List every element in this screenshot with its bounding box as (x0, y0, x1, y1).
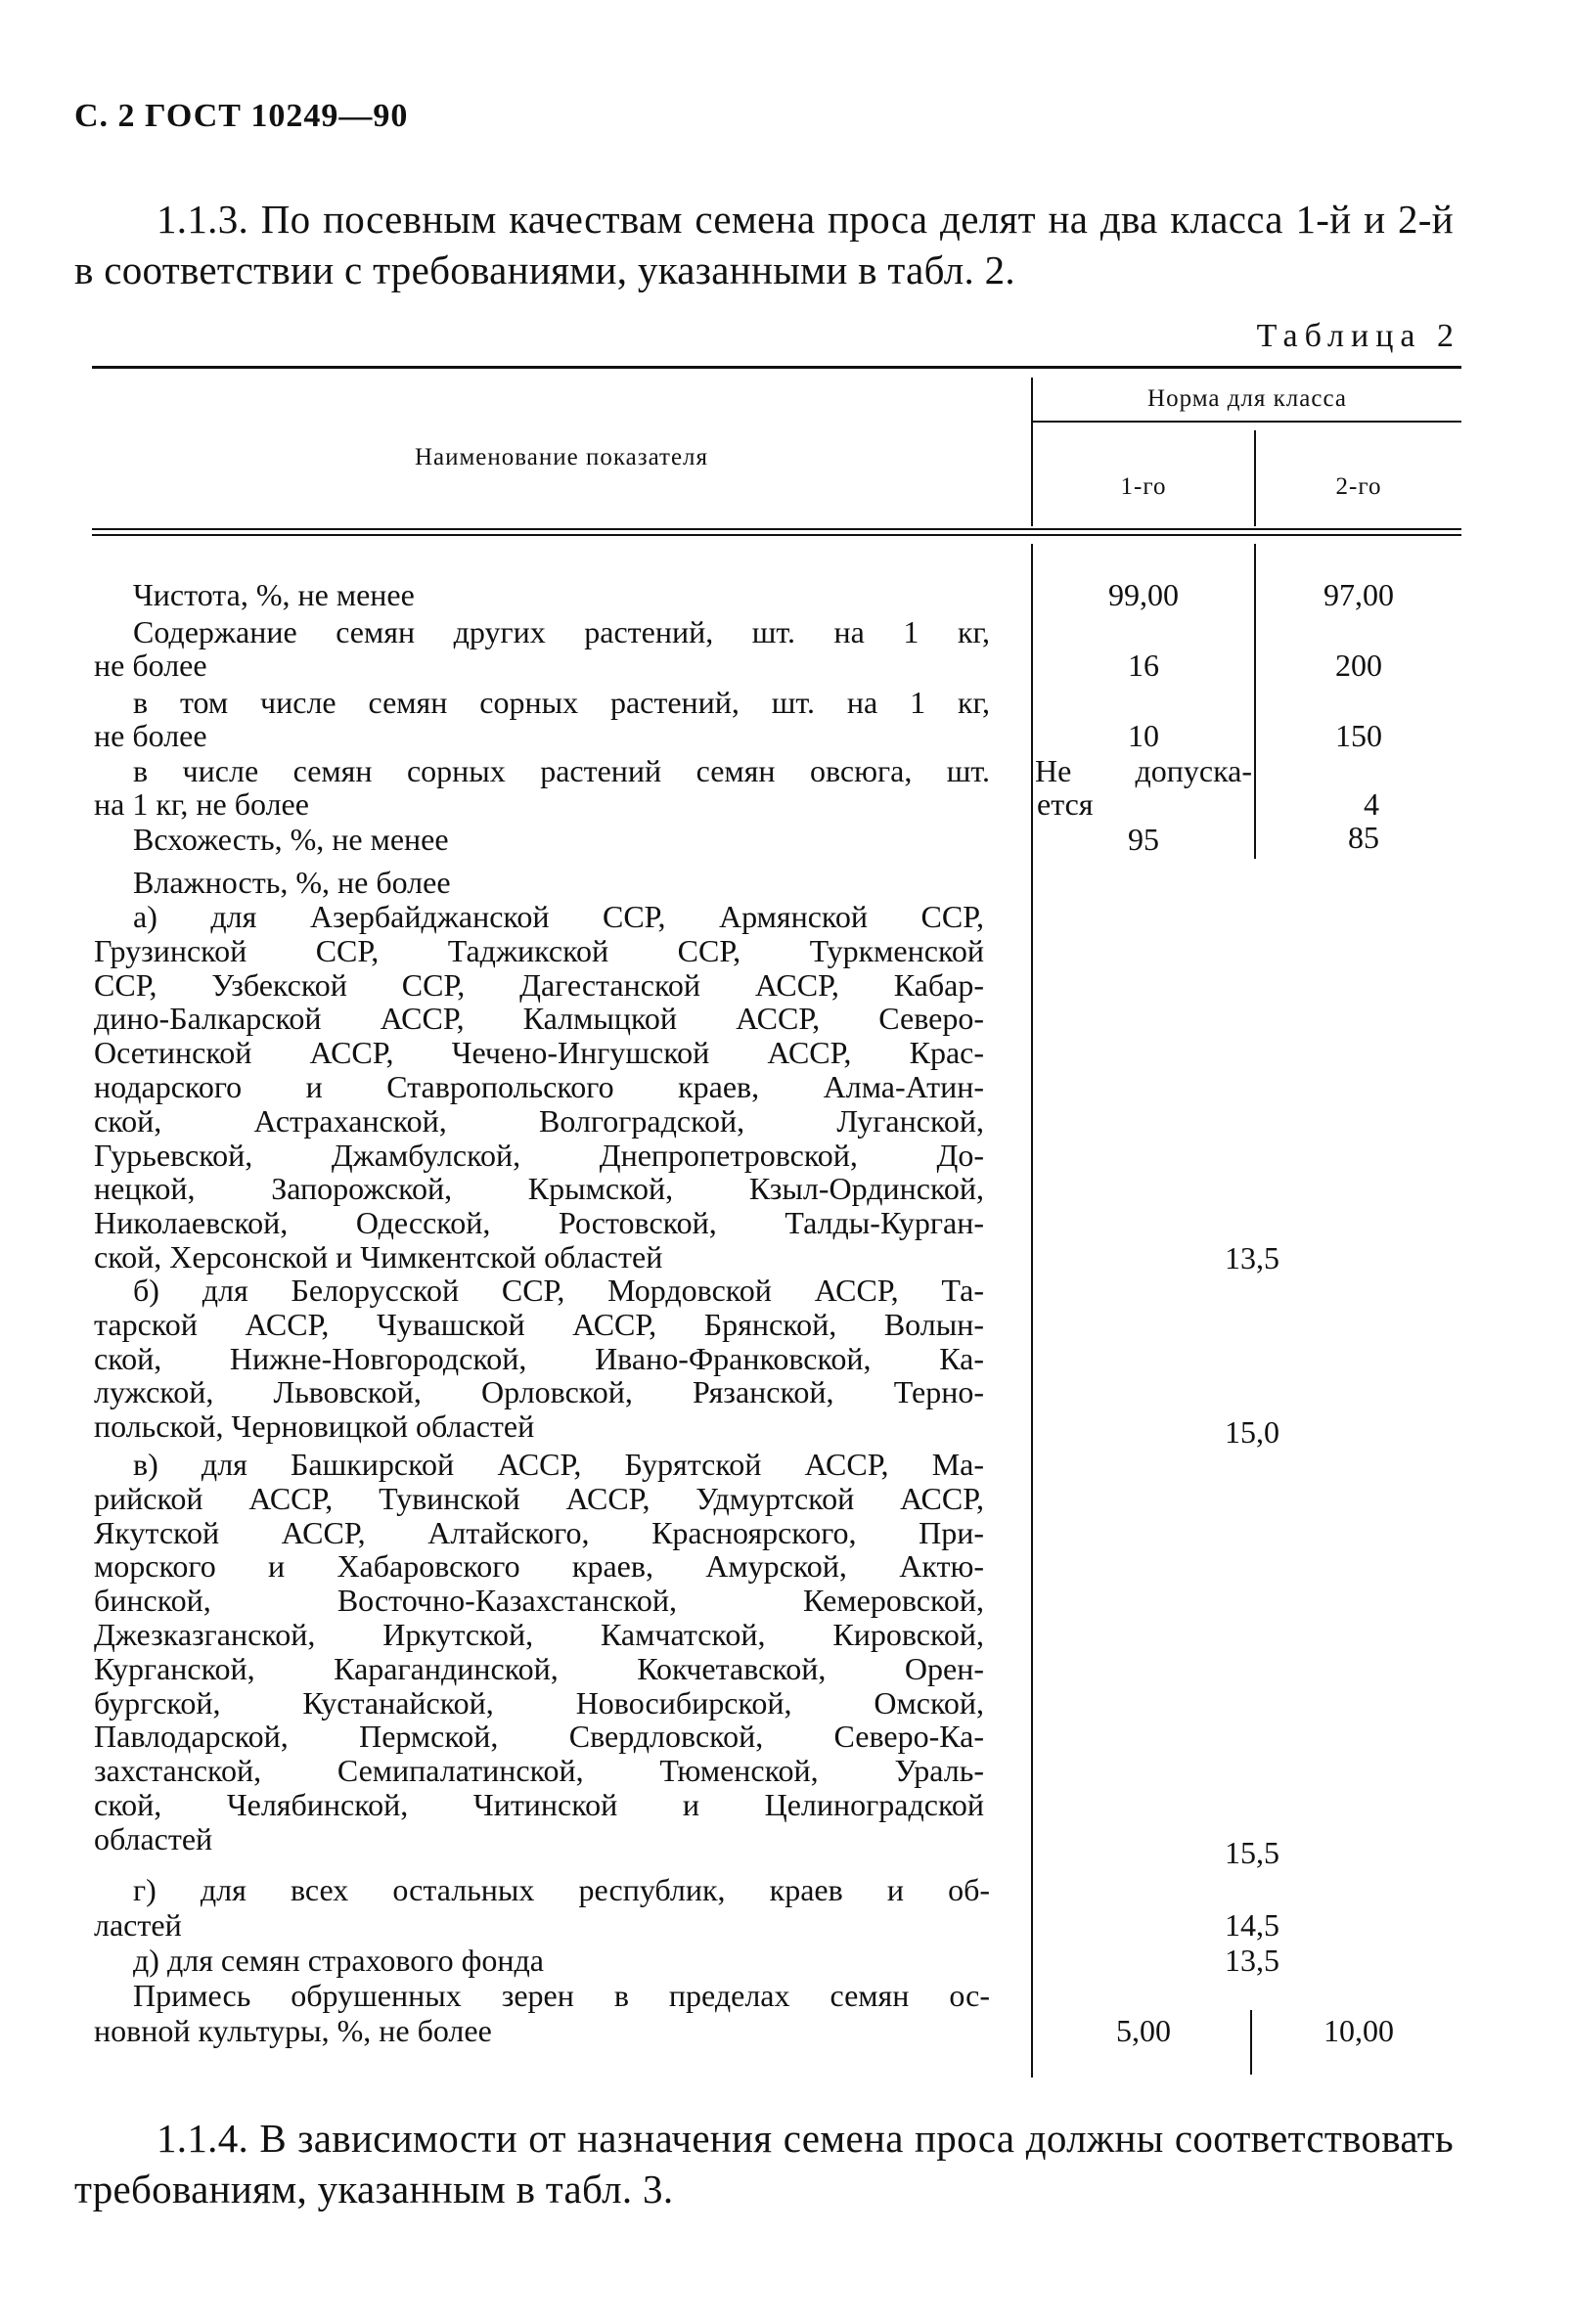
moisture-c-line: рийской АССР, Тувинской АССР, Удмуртской АССР, (94, 1480, 984, 1516)
moisture-c-line: Джезказганской, Иркутской, Камчатской, Кировской, (94, 1616, 984, 1652)
moisture-b-line: ской, Нижне-Новгородской, Ивано-Франковской, Ка- (94, 1340, 984, 1376)
row-other-seeds-label-1: Содержание семян других растений, шт. на 1 кг, (133, 614, 990, 649)
row-oat-seeds-line-2 (94, 786, 309, 823)
paragraph-1-1-4: 1.1.4. В зависимости от назначения семена проса должны соответствовать требованиям, указанным в табл. 3. (74, 2116, 1454, 2212)
row-germination-label: Всхожесть, %, не менее (133, 822, 449, 857)
row-weed-seeds-line-1 (133, 685, 990, 721)
value-other-seeds-class-1: 16 (1128, 648, 1159, 683)
moisture-a-line: нодарского и Ставропольского краев, Алма-Атин- (94, 1068, 984, 1104)
page-header: С. 2 ГОСТ 10249—90 (74, 98, 409, 134)
moisture-group-b (94, 1274, 984, 1444)
moisture-c-line: бургской, Кустанайской, Новосибирской, Омской, (94, 1684, 984, 1721)
table-header-bottom-rule (92, 528, 1461, 530)
row-hulled-label-2: новной культуры, %, не более (94, 2013, 492, 2048)
value-moisture-c: 15,5 (1225, 1835, 1279, 1870)
value-moisture-d: 14,5 (1225, 1907, 1279, 1943)
moisture-a-line: дино-Балкарской АССР, Калмыцкой АССР, Северо- (94, 1001, 984, 1037)
table-norm-divider (1033, 421, 1461, 423)
row-other-seeds-line-2 (94, 648, 207, 684)
value-other-seeds-class-2: 200 (1335, 648, 1382, 683)
table-caption: Таблица 2 (1256, 318, 1460, 354)
value-oat-seeds-class-2: 4 (1364, 786, 1379, 822)
table-header-bottom-rule-2 (92, 534, 1461, 536)
moisture-b-line: б) для Белорусской ССР, Мордовской АССР, Та- (133, 1273, 984, 1308)
moisture-c-line: бинской, Восточно-Казахстанской, Кемеровской, (94, 1583, 984, 1619)
row-purity-label: Чистота, %, не менее (133, 577, 415, 612)
value-hulled-class-1: 5,00 (1116, 2013, 1171, 2048)
moisture-d-line-2 (94, 1907, 182, 1944)
row-hulled-line-2 (94, 2013, 492, 2049)
row-weed-seeds-label-1: в том числе семян сорных растений, шт. на 1 кг, (133, 685, 990, 720)
moisture-d-line-1 (133, 1872, 990, 1908)
value-moisture-e: 13,5 (1225, 1943, 1279, 1978)
paragraph-1-1-3: 1.1.3. По посевным качествам семена проса делят на два класса 1-й и 2-й в соответствии с требованиями, указанными в табл. 2. (74, 197, 1454, 292)
row-oat-seeds-label-1: в числе семян сорных растений семян овсюга, шт. (133, 753, 990, 788)
table-top-rule (92, 366, 1461, 369)
table-body-divider-1 (1031, 544, 1033, 2078)
moisture-c-line: ской, Челябинской, Читинской и Целиноградской (94, 1786, 984, 1822)
moisture-d-label-2: ластей (94, 1907, 182, 1943)
row-moisture (133, 865, 451, 901)
header-name-column: Наименование показателя (414, 444, 709, 470)
moisture-a-line: ской, Астраханской, Волгоградской, Луганской, (94, 1102, 984, 1139)
row-purity (133, 577, 994, 613)
row-oat-seeds-line-1 (133, 753, 990, 789)
moisture-b-line: лужской, Львовской, Орловской, Рязанской, Терно- (94, 1374, 984, 1410)
moisture-c-line: Павлодарской, Пермской, Свердловской, Северо-Ка- (94, 1719, 984, 1755)
row-other-seeds-line-1 (133, 614, 990, 650)
moisture-e-line (133, 1943, 544, 1979)
moisture-a-line: нецкой, Запорожской, Крымской, Кзыл-Ординской, (94, 1171, 984, 1207)
moisture-c-line: в) для Башкирской АССР, Бурятской АССР, Ма- (133, 1447, 984, 1482)
value-moisture-b: 15,0 (1225, 1414, 1279, 1450)
value-hulled-class-2: 10,00 (1323, 2013, 1394, 2048)
row-hulled-line-1 (133, 1978, 990, 2014)
moisture-a-line: ССР, Узбекской ССР, Дагестанской АССР, Кабар- (94, 966, 984, 1003)
moisture-d-label-1: г) для всех остальных республик, краев и об- (133, 1872, 990, 1907)
row-other-seeds-label-2: не более (94, 648, 207, 683)
row-weed-seeds-line-2 (94, 718, 207, 754)
moisture-a-line: ской, Херсонской и Чимкентской областей (94, 1238, 663, 1274)
moisture-a-line: Гурьевской, Джамбулской, Днепропетровской, До- (94, 1137, 984, 1173)
row-germination (133, 822, 449, 858)
moisture-c-line: Курганской, Карагандинской, Кокчетавской, Орен- (94, 1650, 984, 1686)
header-class-1: 1-го (1120, 473, 1167, 500)
value-moisture-a: 13,5 (1225, 1240, 1279, 1275)
moisture-group-a (94, 900, 984, 1274)
value-purity-class-2: 97,00 (1323, 577, 1394, 612)
moisture-b-line: польской, Черновицкой областей (94, 1408, 535, 1445)
value-purity-class-1: 99,00 (1108, 577, 1179, 612)
value-weed-seeds-class-2: 150 (1335, 718, 1382, 753)
header-norm: Норма для класса (1147, 385, 1347, 412)
header-class-2: 2-го (1335, 473, 1382, 500)
moisture-c-line: захстанской, Семипалатинской, Тюменской, Ураль- (94, 1753, 984, 1789)
value-weed-seeds-class-1: 10 (1128, 718, 1159, 753)
value-oat-seeds-class-1-line-2: ется (1037, 786, 1094, 822)
value-oat-seeds-class-1-line-1: Не допуска- (1035, 753, 1252, 788)
moisture-a-line: Николаевской, Одесской, Ростовской, Талды-Курган- (94, 1205, 984, 1241)
moisture-group-c (94, 1448, 984, 1856)
moisture-c-line: областей (94, 1820, 213, 1856)
row-moisture-label: Влажность, %, не более (133, 865, 451, 900)
moisture-c-line: морского и Хабаровского краев, Амурской, Актю- (94, 1548, 984, 1585)
moisture-c-line: Якутской АССР, Алтайского, Красноярского, При- (94, 1514, 984, 1550)
row-oat-seeds-label-2: на 1 кг, не более (94, 786, 309, 822)
moisture-b-line: тарской АССР, Чувашской АССР, Брянской, Волын- (94, 1306, 984, 1342)
value-germination-class-1: 95 (1128, 822, 1159, 857)
moisture-a-line: Грузинской ССР, Таджикской ССР, Туркменской (94, 932, 984, 968)
row-hulled-label-1: Примесь обрушенных зерен в пределах семян ос- (133, 1978, 990, 2013)
moisture-a-line: а) для Азербайджанской ССР, Армянской ССР, (133, 899, 984, 934)
moisture-a-line: Осетинской АССР, Чечено-Ингушской АССР, Крас- (94, 1035, 984, 1071)
row-weed-seeds-label-2: не более (94, 718, 207, 753)
value-germination-class-2: 85 (1348, 820, 1379, 855)
moisture-e-label: д) для семян страхового фонда (133, 1943, 544, 1978)
